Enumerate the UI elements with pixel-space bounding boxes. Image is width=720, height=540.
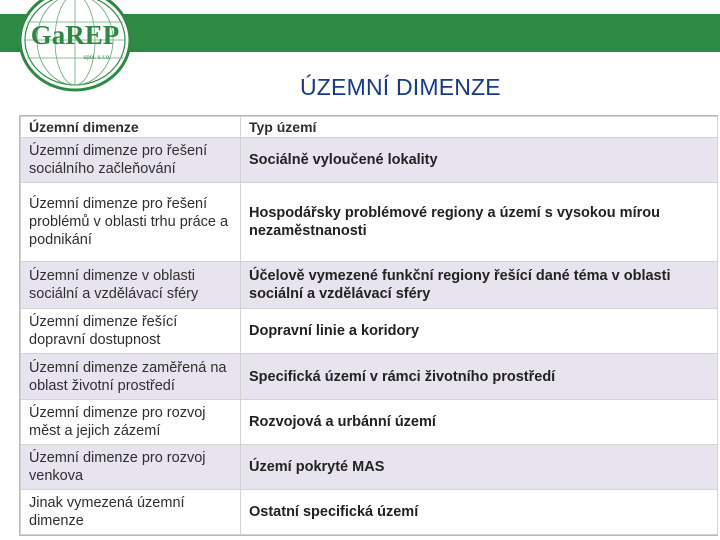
logo-name: GaREP bbox=[30, 20, 120, 50]
territory-type-cell: Rozvojová a urbánní území bbox=[241, 400, 718, 445]
dimension-cell: Územní dimenze pro řešení sociálního začleňování bbox=[21, 138, 241, 183]
logo-subtitle: spol. s r.o. bbox=[83, 55, 111, 61]
table-row bbox=[21, 262, 718, 309]
table-row bbox=[21, 354, 718, 400]
dimension-cell: Územní dimenze v oblasti sociální a vzdělávací sféry bbox=[21, 262, 241, 309]
header-type: Typ území bbox=[241, 117, 718, 138]
table-row bbox=[21, 138, 718, 183]
slide-title: ÚZEMNÍ DIMENZE bbox=[300, 74, 501, 100]
territory-type-cell: Sociálně vyloučené lokality bbox=[241, 138, 718, 183]
territory-type-cell: Specifická území v rámci životního prostředí bbox=[241, 354, 718, 400]
garep-logo bbox=[18, 0, 132, 92]
territory-type-cell: Účelově vymezené funkční regiony řešící dané téma v oblasti sociální a vzdělávací sféry bbox=[241, 262, 718, 309]
dimension-cell: Jinak vymezená územní dimenze bbox=[21, 490, 241, 535]
dimension-cell: Územní dimenze zaměřená na oblast životní prostředí bbox=[21, 354, 241, 400]
table-row bbox=[21, 445, 718, 490]
dimension-table bbox=[19, 115, 718, 536]
dimension-cell: Územní dimenze pro rozvoj venkova bbox=[21, 445, 241, 490]
dimension-cell: Územní dimenze pro řešení problémů v oblasti trhu práce a podnikání bbox=[21, 183, 241, 262]
table-row bbox=[21, 400, 718, 445]
table-row bbox=[21, 490, 718, 535]
territory-type-cell: Ostatní specifická území bbox=[241, 490, 718, 535]
territory-type-cell: Dopravní linie a koridory bbox=[241, 309, 718, 354]
table-row bbox=[21, 309, 718, 354]
table-row bbox=[21, 183, 718, 262]
table-header-row bbox=[21, 117, 718, 138]
territory-type-cell: Hospodářsky problémové regiony a území s vysokou mírou nezaměstnanosti bbox=[241, 183, 718, 262]
dimension-cell: Územní dimenze pro rozvoj měst a jejich zázemí bbox=[21, 400, 241, 445]
dimension-cell: Územní dimenze řešící dopravní dostupnost bbox=[21, 309, 241, 354]
header-dimension: Územní dimenze bbox=[21, 117, 241, 138]
territory-type-cell: Území pokryté MAS bbox=[241, 445, 718, 490]
